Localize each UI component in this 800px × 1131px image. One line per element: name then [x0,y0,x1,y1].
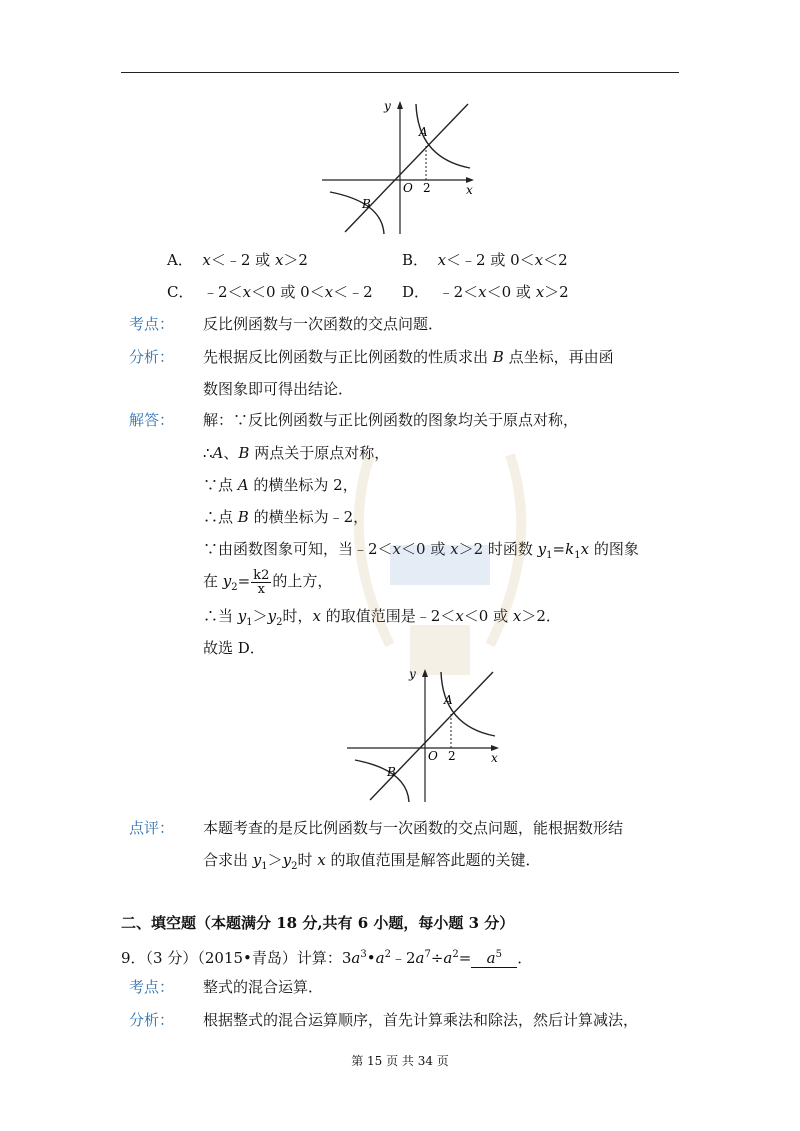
q9-a4: a [443,949,453,967]
fenxi-label: 分析： [129,348,175,366]
jieda-l7g: 时， [282,607,313,625]
tick-label-2: 2 [423,181,431,195]
jieda-var-b: B [238,444,250,462]
kaodian-label: 考点： [129,315,175,333]
section-heading: 二、填空题（本题满分 18 分,共有 6 小题，每小题 3 分） [121,914,515,932]
dianping-line-2 [203,850,541,877]
option-c-var2: x [324,283,334,301]
dianping-label: 点评： [129,819,175,837]
jieda-l6d: = [237,572,251,590]
option-a-var2: x [274,251,284,269]
fraction-numerator: k2 [253,567,270,583]
fraction-k2-over-x [251,569,271,596]
jieda-l7j: x [455,607,464,625]
header-rule [121,72,679,73]
jieda-l4c: 的横坐标为﹣2， [248,508,369,526]
x-label-2: x [491,751,498,765]
jieda-l7f: 2 [276,617,283,628]
point-a-label-2: A [444,693,453,707]
q9-minus: ﹣2 [390,949,416,967]
jieda-l7b: y [237,607,247,625]
jieda-line-7 [203,606,561,633]
origin-label: O [403,181,413,195]
y-label-2: y [409,667,416,681]
q9-e4: 2 [452,949,459,960]
jieda-l2a: ∴ [203,444,213,462]
jieda-l7k: ＜0 或 [463,607,513,625]
jieda-l5a: ∵由函数图象可知，当﹣2＜ [203,540,393,558]
function-graph-top [320,96,480,238]
dianping-l2b: y [252,851,262,869]
page-footer: 第 15 页 共 34 页 [351,1054,449,1068]
point-b-label-2: B [387,765,396,779]
option-b-letter: B． [402,251,429,269]
q9-div: ÷ [430,949,444,967]
jieda-line-4 [203,507,368,527]
dianping-l2i: 的取值范围是解答此题的关键． [325,851,541,869]
dianping-l2e: y [282,851,292,869]
jieda-l5e: ＞2 时函数 [458,540,538,558]
jieda-l2e: 两点关于原点对称， [249,444,390,462]
jieda-l7e: y [267,607,277,625]
hyperbola-branch-left-2 [355,760,409,802]
jieda-l3-var-a: A [237,476,249,494]
option-b-text1: ＜﹣2 或 0＜ [446,251,535,269]
fenxi-l1c: 点坐标，再由函 [503,348,614,366]
jieda-l6a: 在 [203,572,223,590]
jieda-label: 解答： [129,411,175,429]
option-a [167,250,308,270]
jieda-l6e: 的上方， [272,572,333,590]
dianping-l2d: ＞ [267,851,283,869]
option-b-var2: x [534,251,544,269]
dianping-l2g: 时 [297,851,318,869]
kaodian2-label: 考点： [129,978,175,996]
option-c-letter: C． [167,283,194,301]
q9-eq: = [458,949,472,967]
jieda-l7c: 1 [246,617,253,628]
option-c [167,282,373,302]
option-b [402,250,568,270]
option-d-letter: D． [402,283,430,301]
jieda-l4-var-b: B [237,508,249,526]
jieda-l4a: ∴点 [203,508,238,526]
option-d-var1: x [478,283,487,301]
dianping-l2f: 2 [291,861,298,872]
jieda-l2c: 、 [223,444,239,462]
jieda-l5l: 的图象 [589,540,639,558]
jieda-l3a: ∵点 [203,476,238,494]
jieda-l7d: ＞ [252,607,268,625]
y-label: y [384,99,391,113]
q9-end: ． [517,949,533,967]
jieda-l5c: ＜0 或 [401,540,451,558]
q9-prefix: 9．（3 分）（2015•青岛）计算：3 [121,949,352,967]
jieda-l5b: x [392,540,402,558]
q9-a2: a [375,949,385,967]
jieda-l7h: x [312,607,321,625]
option-d-text3: ＞2 [544,283,569,301]
q9-e3: 7 [424,949,431,960]
jieda-l5k: x [580,540,590,558]
dianping-l2h: x [317,851,326,869]
jieda-l7i: 的取值范围是﹣2＜ [321,607,456,625]
hyperbola-branch-left [330,192,384,234]
option-c-text2: ＜0 或 0＜ [251,283,325,301]
function-graph-bottom [345,664,505,806]
y-axis-arrow [397,101,403,109]
fenxi-l1a: 先根据反比例函数与正比例函数的性质求出 [203,348,493,366]
jieda-line-5 [203,539,639,566]
fenxi-var-b: B [492,348,504,366]
fenxi-line-2: 数图象即可得出结论． [203,380,354,398]
option-c-var1: x [242,283,252,301]
option-a-letter: A． [167,251,193,269]
dianping-line-1: 本题考查的是反比例函数与一次函数的交点问题，能根据数形结 [203,819,624,837]
question-9 [121,945,532,968]
q9-e1: 3 [360,949,367,960]
dianping-l2c: 1 [261,861,268,872]
origin-label-2: O [428,749,438,763]
jieda-l7l: x [512,607,522,625]
option-d-text1: ﹣2＜ [438,283,479,301]
jieda-l7m: ＞2． [521,607,561,625]
fenxi2-label: 分析： [129,1011,175,1029]
fenxi2-text: 根据整式的混合运算顺序，首先计算乘法和除法，然后计算减法， [203,1011,639,1029]
answer-blank [471,946,517,968]
jieda-l5h: = [552,540,566,558]
tick-label-2-b: 2 [448,749,456,763]
linear-function-line [345,104,468,232]
jieda-line-2 [203,443,389,463]
option-a-var1: x [202,251,211,269]
kaodian-text: 反比例函数与一次函数的交点问题． [203,315,444,333]
jieda-line-3 [203,475,358,495]
jieda-l7a: ∴当 [203,607,238,625]
x-label: x [466,183,473,197]
option-b-text2: ＜2 [543,251,568,269]
kaodian2-text: 整式的混合运算． [203,978,324,996]
point-a-label: A [419,125,428,139]
q9-answer-a: a [486,949,496,967]
q9-a1: a [351,949,361,967]
jieda-l5d: x [450,540,459,558]
option-c-text3: ＜﹣2 [333,283,373,301]
option-d-var2: x [535,283,545,301]
jieda-line-8: 故选 D． [203,639,265,657]
jieda-l6c: 2 [231,582,238,593]
point-b-label: B [362,197,371,211]
option-a-text2: ＞2 [283,251,308,269]
y-axis-arrow-2 [422,669,428,677]
jieda-l5i: k [565,540,575,558]
jieda-line-6 [203,568,332,601]
option-d [402,282,569,302]
jieda-l6b: y [222,572,232,590]
q9-a3: a [415,949,425,967]
q9-dot: • [366,949,376,967]
option-b-var1: x [437,251,447,269]
option-c-text1: ﹣2＜ [203,283,243,301]
dianping-l2a: 合求出 [203,851,253,869]
fenxi-line-1 [203,347,614,367]
jieda-l3c: 的横坐标为 2， [248,476,358,494]
option-a-text1: ＜﹣2 或 [210,251,275,269]
jieda-var-a: A [212,444,224,462]
option-d-text2: ＜0 或 [486,283,536,301]
jieda-l5f: y [537,540,547,558]
fraction-denominator: x [257,581,265,597]
jieda-l5g: 1 [546,550,553,561]
jieda-l5j: 1 [574,550,581,561]
q9-answer-exp: 5 [495,949,502,960]
q9-e2: 2 [384,949,391,960]
jieda-line-1: 解：∵反比例函数与正比例函数的图象均关于原点对称， [203,411,579,429]
linear-function-line-2 [370,672,493,800]
